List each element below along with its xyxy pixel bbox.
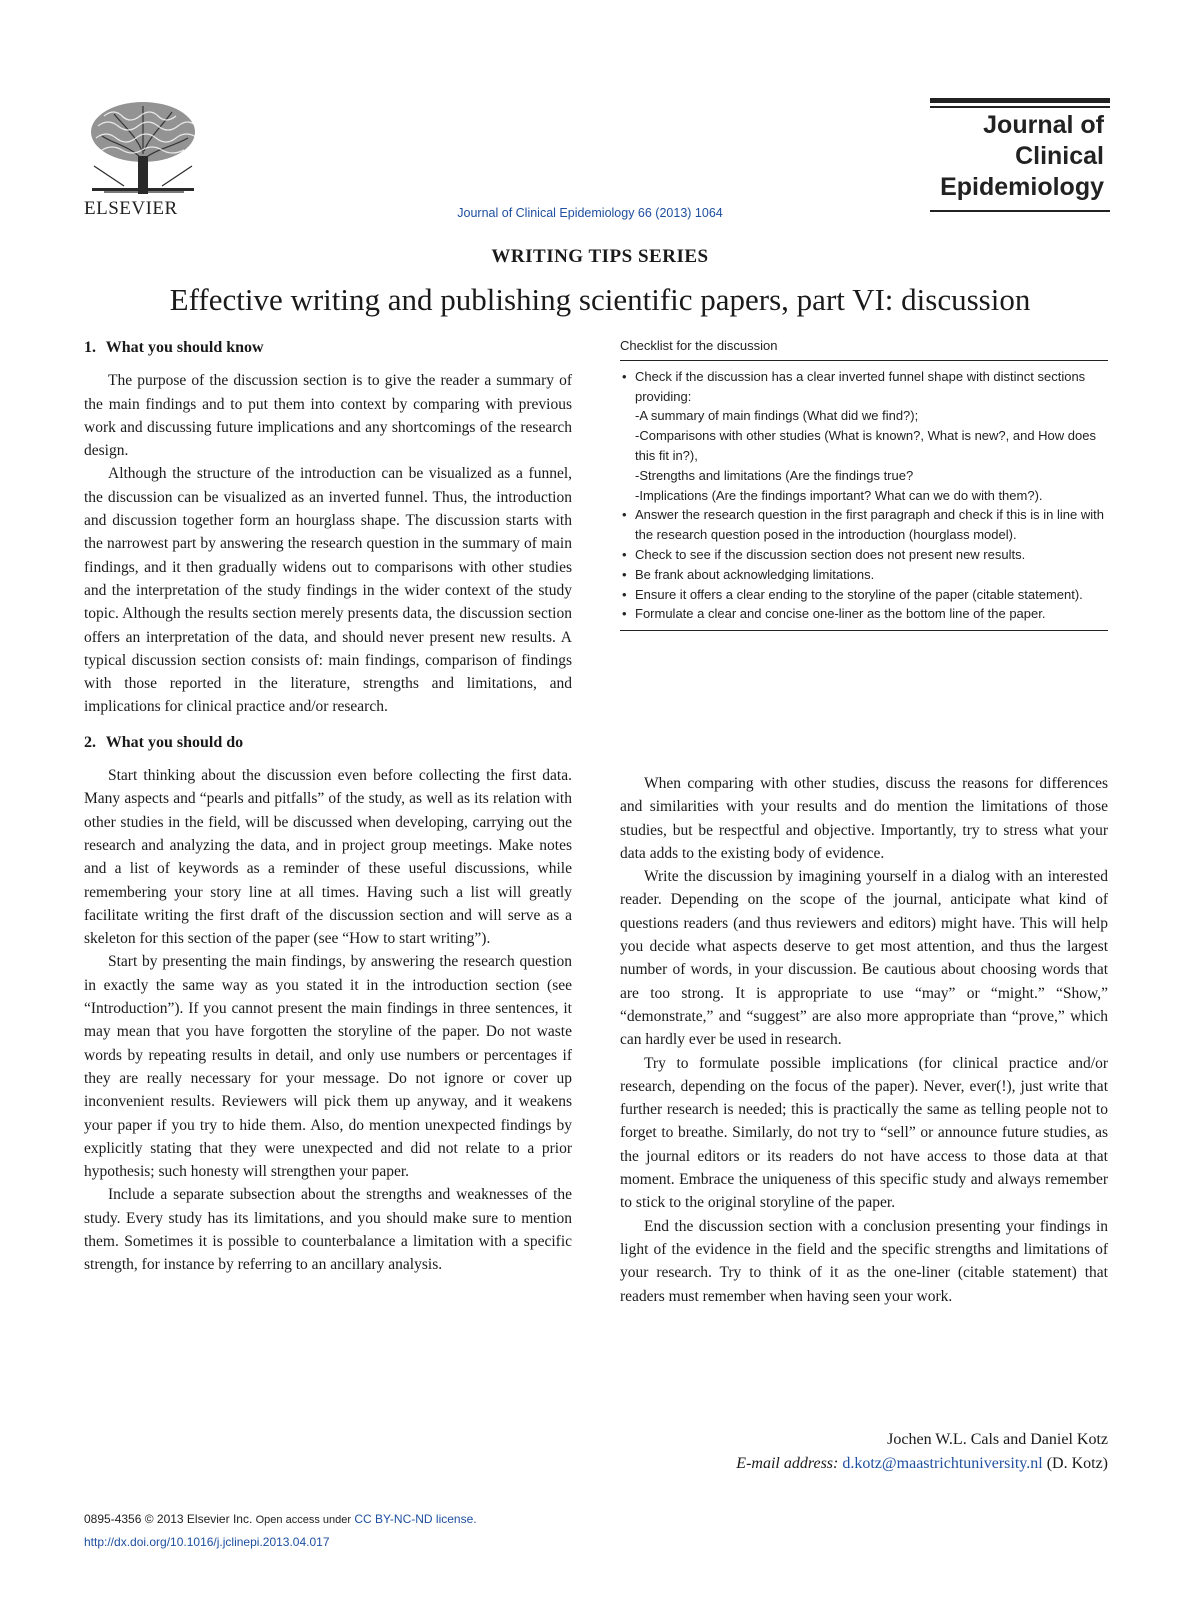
masthead-rule-top [930,98,1110,103]
article-title: Effective writing and publishing scientific papers, part VI: discussion [169,282,1031,317]
paragraph: End the discussion section with a conclusion presenting your findings in light of the evidence in the field and the specific strengths and limitations of your research. Try to think of it as the one-liner (citable statement) that readers must remember when having seen your work. [620,1217,1108,1305]
left-column [84,336,572,1277]
journal-title-line: Epidemiology [940,173,1104,201]
checklist-subitem: -Comparisons with other studies (What is known?, What is new?, and How does this fit in?), [635,428,1096,463]
journal-title [938,110,1104,203]
paragraph: Write the discussion by imagining yourself in a dialog with an interested reader. Depending on the scope of the journal, anticipate what kind of questions readers (and thus reviewers and editors) might have. This will help you decide what aspects deserve to get most attention, and thus the largest number of words, in your discussion. Be cautious about choosing words that are too strong. It is appropriate to use “may” or “might.” “Show,” “demonstrate,” and “suggest” are also more appropriate than “prove,” which can hardly ever be used in research. [620,868,1108,1049]
tree-icon [84,96,202,196]
checklist-item: • Answer the research question in the first paragraph and check if this is in line with the research question posed in the introduction (hourglass model). [620,505,1108,545]
checklist-item: • Be frank about acknowledging limitations. [620,565,1108,585]
checklist-box [620,336,1108,631]
section-number: 1. [84,339,96,356]
section-heading [84,731,572,754]
masthead-rule-top-thin [930,106,1110,108]
checklist-subitem: -A summary of main findings (What did we find?); [635,408,919,424]
section-number: 2. [84,733,96,751]
checklist-item: • Check to see if the discussion section does not present new results. [620,545,1108,565]
email-suffix: (D. Kotz) [1046,1455,1108,1472]
checklist-subitem: -Strengths and limitations (Are the findings true? [635,467,914,483]
journal-title-line: Journal of [983,111,1104,139]
masthead-rule-bottom [930,210,1110,212]
publisher-name: ELSEVIER [84,198,178,219]
footer-copyright-line [84,1508,684,1531]
open-access-label: Open access under [255,1514,352,1526]
author-names: Jochen W.L. Cals and Daniel Kotz [887,1431,1108,1448]
paragraph: Try to formulate possible implications (for clinical practice and/or research, depending on the focus of the paper). Never, ever(!), just write that further research is needed; this is practically the same as telling people not to forget to breathe. Similarly, do not try to “sell” or announce future studies, as the journal editors or its readers do not have access to those data at that moment. Embrace the uniqueness of this specific study and always remember to stick to the original storyline of the paper. [620,1054,1108,1212]
license-link[interactable]: CC BY-NC-ND license. [354,1512,477,1526]
section-title: What you should do [105,733,244,751]
author-signature [620,1428,1108,1476]
checklist-list [620,367,1108,631]
paragraph: Although the structure of the introduction can be visualized as a funnel, the discussion can be visualized as an inverted funnel. Thus, the introduction and discussion together form an hourglass shape. The discussion starts with the narrowest part by answering the research question in the summary of main findings, and it then gradually widens out to comparisons with other studies and the interpretation of the study findings in the wider context of the study topic. Although the results section merely presents data, the discussion section offers an interpretation of the data, and should never present new results. A typical discussion section consists of: main findings, comparison of findings with those reported in the literature, strengths and limitations, and implications for clinical practice and/or research. [84,465,572,716]
journal-citation[interactable]: Journal of Clinical Epidemiology 66 (2013) 1064 [457,206,723,220]
paragraph: Include a separate subsection about the strengths and weaknesses of the study. Every study has its limitations, and you should make sure to mention them. Sometimes it is possible to counterbalance a limitation with a specific strength, for instance by referring to an ancillary analysis. [84,1186,572,1274]
checklist-item-text: Check if the discussion has a clear inverted funnel shape with distinct sections providing: [635,368,1086,404]
checklist-item: • Ensure it offers a clear ending to the storyline of the paper (citable statement). [620,585,1108,605]
series-label: WRITING TIPS SERIES [491,246,709,267]
checklist-subitem: -Implications (Are the findings important? What can we do with them?). [635,487,1043,503]
checklist-item: • Formulate a clear and concise one-liner as the bottom line of the paper. [620,604,1108,624]
paragraph: The purpose of the discussion section is to give the reader a summary of the main findings and to put them into context by comparing with previous work and discussing future implications and any shortcomings of the research design. [84,372,572,460]
author-email-line [620,1452,1108,1476]
issn-copyright: 0895-4356 © 2013 Elsevier Inc. [84,1512,253,1526]
doi-link[interactable]: http://dx.doi.org/10.1016/j.jclinepi.2013.04.017 [84,1535,330,1549]
section-title: What you should know [105,339,264,356]
checklist-title: Checklist for the discussion [620,336,1108,361]
right-column [620,772,1108,1308]
journal-masthead [930,98,1110,216]
author-email-link[interactable]: d.kotz@maastrichtuniversity.nl [842,1455,1043,1472]
email-label: E-mail address: [736,1455,839,1472]
section-heading [84,336,572,359]
journal-title-line: Clinical [1015,142,1104,170]
checklist-item [620,367,1108,506]
paragraph: Start thinking about the discussion even before collecting the first data. Many aspects and “pearls and pitfalls” of the study, as well as its relation with other studies in the field, will be discussed when developing, carrying out the research and analyzing the data, and in project group meetings. Make notes and a list of keywords as a reminder of these useful discussions, while remembering your story line at all times. Having such a list will greatly facilitate writing the first draft of the discussion section and will serve as a skeleton for this section of the paper (see “How to start writing”). [84,767,572,948]
paragraph: Start by presenting the main findings, by answering the research question in exactly the same way as you stated it in the introduction section (see “Introduction”). If you cannot present the main findings in three sentences, it may mean that you have forgotten the storyline of the paper. Do not waste words by repeating results in detail, and only use numbers or percentages if they are really necessary for your message. Do not ignore or cover up inconvenient results. Reviewers will pick them up anyway, and it weakens your paper if you try to hide them. Also, do mention unexpected findings by explicitly stating that they were unexpected and did not relate to a prior hypothesis; such honesty will strengthen your paper. [84,953,572,1181]
footer [84,1508,684,1553]
paragraph: When comparing with other studies, discuss the reasons for differences and similarities with your results and do mention the limitations of those studies, but be respectful and objective. Importantly, try to stress what your data adds to the existing body of evidence. [620,775,1108,862]
